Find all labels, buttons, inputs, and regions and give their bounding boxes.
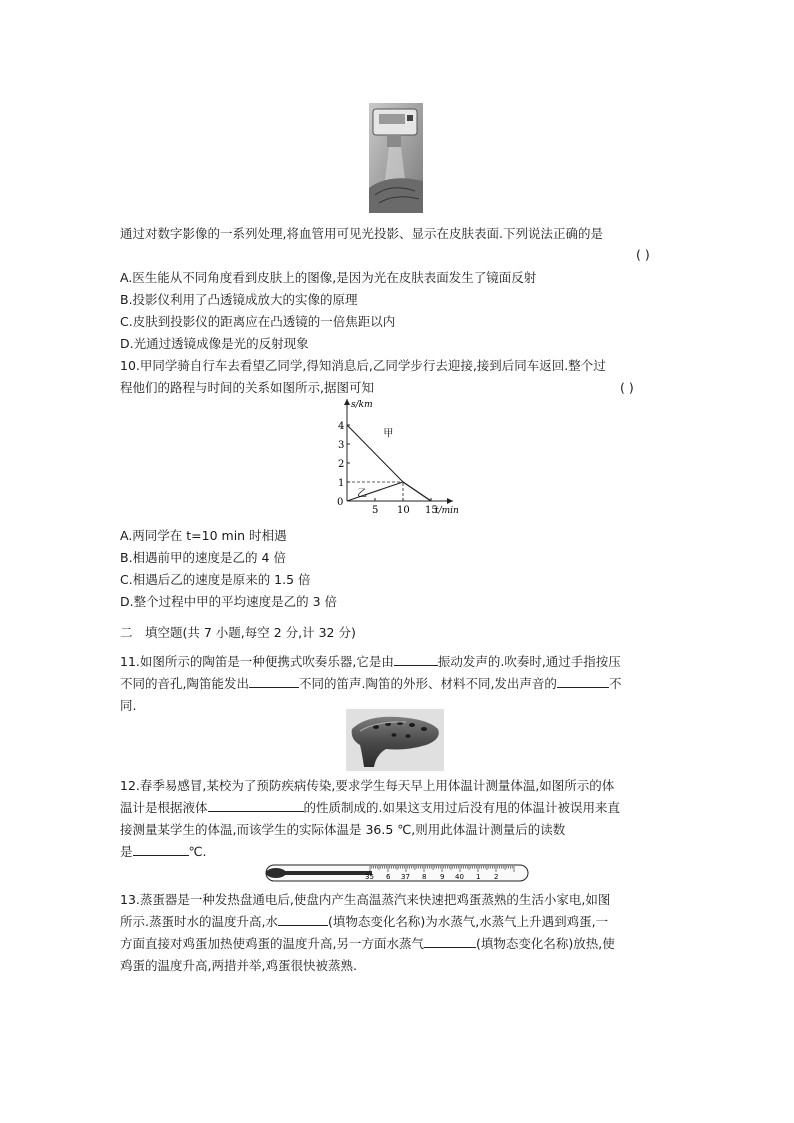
q11-text-1b: 振动发声的.吹奏时,通过手指按压 xyxy=(437,654,621,669)
q11-blank-2[interactable] xyxy=(249,673,299,688)
q13-text-3a: 方面直接对鸡蛋加热使鸡蛋的温度升高,另一方面水蒸气 xyxy=(120,936,424,951)
thermometer-label: 8 xyxy=(422,873,427,881)
x-tick-label: 5 xyxy=(372,505,379,516)
thermometer-label: 35 xyxy=(365,873,374,881)
q9-answer-paren: ( ) xyxy=(636,247,650,262)
q9-option-a: A.医生能从不同角度看到皮肤上的图像,是因为光在皮肤表面发生了镜面反射 xyxy=(120,270,537,285)
thermometer-label: 6 xyxy=(386,873,391,881)
q13-text-2a: 所示.蒸蛋时水的温度升高,水 xyxy=(120,914,278,929)
q13-blank-1[interactable] xyxy=(278,911,328,926)
q12-line-2 xyxy=(120,797,620,818)
q11-text-2a: 不同的音孔,陶笛能发出 xyxy=(120,676,249,691)
thermometer-label: 9 xyxy=(440,873,445,881)
q12-blank-2[interactable] xyxy=(133,841,189,856)
section-heading: 二 填空题(共 7 小题,每空 2 分,计 32 分) xyxy=(120,625,356,640)
y-axis-label: s/km xyxy=(351,400,373,410)
q10-option-b: B.相遇前甲的速度是乙的 4 倍 xyxy=(120,550,286,565)
q11-line-2 xyxy=(120,673,621,694)
q12-text-2a: 温计是根据液体 xyxy=(120,800,208,815)
origin-label: 0 xyxy=(337,497,344,508)
q9-option-b: B.投影仪利用了凸透镜成放大的实像的原理 xyxy=(120,292,358,307)
y-tick-label: 2 xyxy=(338,459,345,470)
q11-blank-1[interactable] xyxy=(394,651,438,666)
q11-line-3: 同. xyxy=(120,698,137,713)
q13-line-1: 13.蒸蛋器是一种发热盘通电后,使盘内产生高温蒸汽来快速把鸡蛋蒸熟的生活小家电,如图 xyxy=(120,892,611,907)
q12-line-4 xyxy=(120,841,207,862)
q11-line-1 xyxy=(120,651,621,672)
q9-option-c: C.皮肤到投影仪的距离应在凸透镜的一倍焦距以内 xyxy=(120,314,396,329)
thermometer-label: 37 xyxy=(401,873,410,881)
vein-projector-photo xyxy=(369,103,423,213)
x-axis-arrow xyxy=(447,498,453,504)
clinical-thermometer xyxy=(262,860,532,886)
q10-option-a: A.两同学在 t=10 min 时相遇 xyxy=(120,528,287,543)
x-tick-label: 10 xyxy=(397,505,410,516)
q10-line-1: 10.甲同学骑自行车去看望乙同学,得知消息后,乙同学步行去迎接,接到后同车返回.整个过 xyxy=(120,358,606,373)
q10-option-c: C.相遇后乙的速度是原来的 1.5 倍 xyxy=(120,572,311,587)
q12-line-3: 接测量某学生的体温,而该学生的实际体温是 36.5 ℃,则用此体温计测量后的读数 xyxy=(120,822,566,837)
q12-text-4a: 是 xyxy=(120,844,133,859)
q13-line-2 xyxy=(120,911,608,932)
y-tick-label: 3 xyxy=(338,440,345,451)
q10-answer-paren: ( ) xyxy=(620,380,634,395)
q13-line-4: 鸡蛋的温度升高,两措并举,鸡蛋很快被蒸熟. xyxy=(120,958,357,973)
q12-text-4b: ℃. xyxy=(188,844,207,859)
q13-blank-2[interactable] xyxy=(424,933,476,948)
thermometer-label: 1 xyxy=(476,873,481,881)
q10-line-2: 程他们的路程与时间的关系如图所示,据图可知 xyxy=(120,380,374,395)
q11-text-1a: 11.如图所示的陶笛是一种便携式吹奏乐器,它是由 xyxy=(120,654,394,669)
series-label-yi: 乙 xyxy=(357,488,368,500)
q11-blank-3[interactable] xyxy=(557,673,609,688)
q12-blank-1[interactable] xyxy=(208,797,304,812)
q11-text-2c: 不 xyxy=(608,676,622,691)
q9-stem: 通过对数字影像的一系列处理,将血管用可见光投影、显示在皮肤表面.下列说法正确的是 xyxy=(120,226,603,241)
y-axis-arrow xyxy=(344,399,350,405)
q13-text-2b: (填物态变化名称)为水蒸气,水蒸气上升遇到鸡蛋,一 xyxy=(327,914,609,929)
distance-time-graph xyxy=(325,395,465,517)
q13-text-3b: (填物态变化名称)放热,使 xyxy=(475,936,615,951)
ocarina-photo xyxy=(346,709,444,771)
q9-option-d: D.光通过透镜成像是光的反射现象 xyxy=(120,336,309,351)
x-axis-label: t/min xyxy=(435,506,459,516)
q12-line-1: 12.春季易感冒,某校为了预防疾病传染,要求学生每天早上用体温计测量体温,如图所示的体 xyxy=(120,778,615,793)
thermometer-label: 40 xyxy=(455,873,464,881)
y-tick-label: 1 xyxy=(338,478,345,489)
q10-option-d: D.整个过程中甲的平均速度是乙的 3 倍 xyxy=(120,594,337,609)
q12-text-2b: 的性质制成的.如果这支用过后没有甩的体温计被误用来直 xyxy=(303,800,620,815)
x-tick-label: 15 xyxy=(425,505,438,516)
y-tick-label: 4 xyxy=(338,421,345,432)
thermometer-label: 2 xyxy=(494,873,499,881)
series-label-jia: 甲 xyxy=(383,428,394,440)
q11-text-2b: 不同的笛声.陶笛的外形、材料不同,发出声音的 xyxy=(298,676,557,691)
q13-line-3 xyxy=(120,933,615,954)
